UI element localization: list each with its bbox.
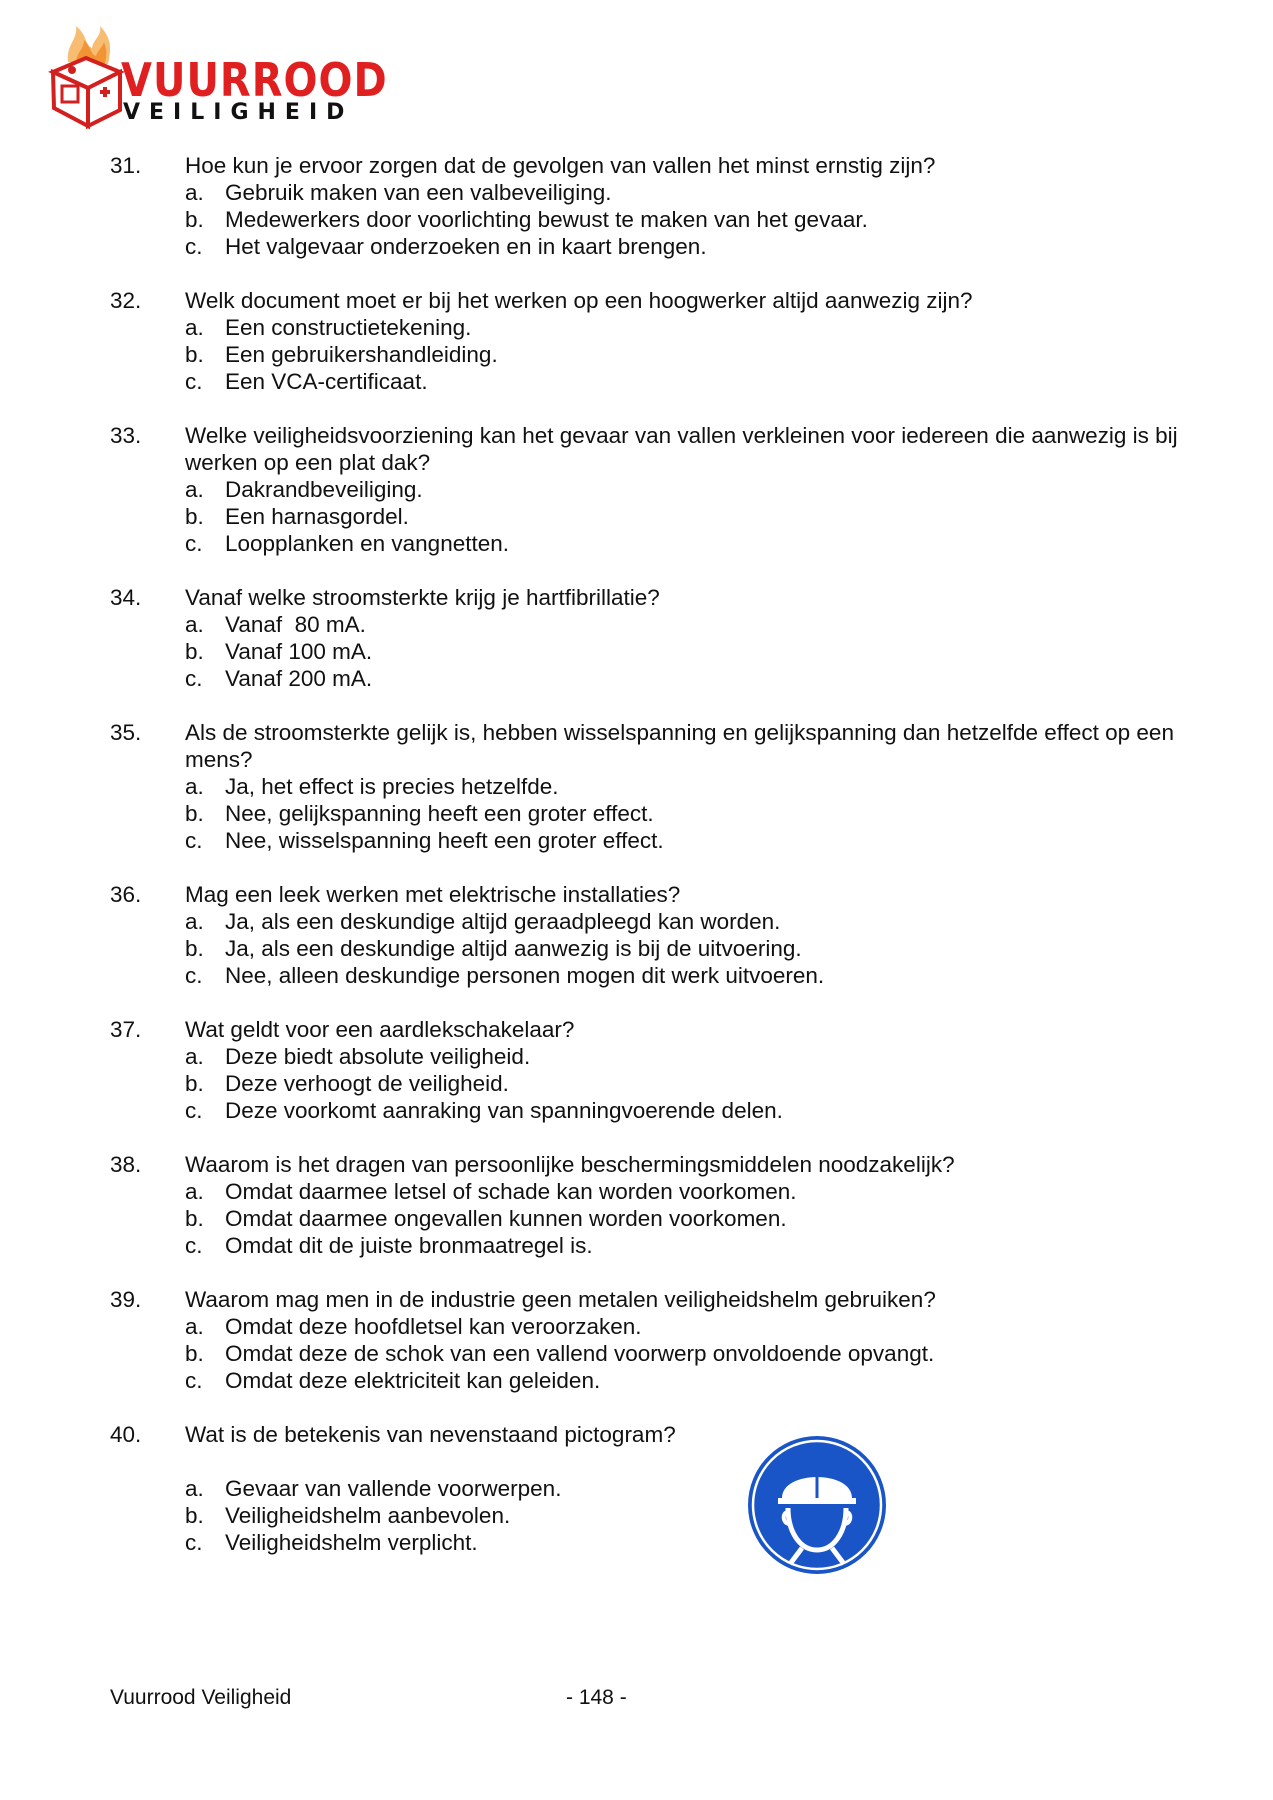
answer-letter: c.: [185, 234, 203, 259]
answer-option: [110, 1205, 1190, 1232]
question-row: [110, 152, 1190, 179]
answer-option: [110, 1043, 1190, 1070]
answer-text: Een harnasgordel.: [225, 504, 409, 529]
safety-helmet-mandatory-icon: [744, 1432, 890, 1578]
answer-text: Omdat daarmee letsel of schade kan worden voorkomen.: [225, 1179, 797, 1204]
answer-letter: a.: [185, 1314, 204, 1339]
answer-option: [110, 233, 1190, 260]
answer-option: [110, 179, 1190, 206]
question-item: [110, 287, 1190, 395]
helmet-pictogram: [744, 1432, 890, 1578]
answer-option: [110, 1070, 1190, 1097]
logo-subtitle: VEILIGHEID: [123, 100, 354, 125]
answer-text: Omdat deze elektriciteit kan geleiden.: [225, 1368, 601, 1393]
answer-text: Een gebruikershandleiding.: [225, 342, 498, 367]
answer-text: Een constructietekening.: [225, 315, 472, 340]
answer-text: Het valgevaar onderzoeken en in kaart brengen.: [225, 234, 707, 259]
question-number: 33.: [110, 423, 142, 448]
question-row: [110, 1151, 1190, 1178]
logo: [48, 22, 388, 132]
question-item: [110, 1151, 1190, 1259]
answer-option: [110, 368, 1190, 395]
answer-option: [110, 800, 1190, 827]
question-row: [110, 1286, 1190, 1313]
question-number: 40.: [110, 1422, 142, 1447]
answer-option: [110, 935, 1190, 962]
answer-option: [110, 1313, 1190, 1340]
question-row: [110, 584, 1190, 611]
answer-text: Omdat daarmee ongevallen kunnen worden voorkomen.: [225, 1206, 787, 1231]
answer-text: Omdat deze hoofdletsel kan veroorzaken.: [225, 1314, 642, 1339]
question-text: Welke veiligheidsvoorziening kan het gevaar van vallen verkleinen voor iedereen die aanwezig is bij werken op een plat dak?: [185, 423, 1178, 475]
question-item: [110, 1016, 1190, 1124]
answer-option: [110, 665, 1190, 692]
answer-letter: b.: [185, 1503, 204, 1528]
answer-letter: b.: [185, 342, 204, 367]
answer-letter: c.: [185, 1368, 203, 1393]
answer-letter: c.: [185, 369, 203, 394]
answer-letter: a.: [185, 774, 204, 799]
question-row: [110, 719, 1190, 773]
answer-text: Een VCA-certificaat.: [225, 369, 428, 394]
answer-text: Ja, als een deskundige altijd aanwezig is bij de uitvoering.: [225, 936, 802, 961]
question-text: Waarom mag men in de industrie geen metalen veiligheidshelm gebruiken?: [185, 1287, 936, 1312]
answer-letter: b.: [185, 1071, 204, 1096]
answer-option: [110, 962, 1190, 989]
answer-letter: c.: [185, 1098, 203, 1123]
answer-letter: b.: [185, 207, 204, 232]
question-text: Vanaf welke stroomsterkte krijg je hartfibrillatie?: [185, 585, 660, 610]
question-number: 37.: [110, 1017, 142, 1042]
answer-text: Deze biedt absolute veiligheid.: [225, 1044, 531, 1069]
question-number: 34.: [110, 585, 142, 610]
question-text: Mag een leek werken met elektrische installaties?: [185, 882, 681, 907]
question-text: Waarom is het dragen van persoonlijke beschermingsmiddelen noodzakelijk?: [185, 1152, 955, 1177]
answer-text: Loopplanken en vangnetten.: [225, 531, 509, 556]
answer-letter: a.: [185, 909, 204, 934]
answer-option: [110, 341, 1190, 368]
question-row: [110, 422, 1190, 476]
question-item: [110, 1421, 1190, 1556]
question-number: 31.: [110, 153, 142, 178]
question-number: 35.: [110, 720, 142, 745]
answer-text: Vanaf 100 mA.: [225, 639, 373, 664]
answer-text: Omdat dit de juiste bronmaatregel is.: [225, 1233, 593, 1258]
answer-text: Veiligheidshelm aanbevolen.: [225, 1503, 511, 1528]
answer-option: [110, 1097, 1190, 1124]
question-text: Wat is de betekenis van nevenstaand pictogram?: [185, 1422, 676, 1447]
answer-option: [110, 1340, 1190, 1367]
question-list: [110, 152, 1190, 1583]
answer-letter: c.: [185, 828, 203, 853]
answer-letter: c.: [185, 531, 203, 556]
answer-text: Ja, het effect is precies hetzelfde.: [225, 774, 559, 799]
answer-text: Nee, gelijkspanning heeft een groter effect.: [225, 801, 654, 826]
answer-option: [110, 314, 1190, 341]
answer-letter: c.: [185, 1530, 203, 1555]
question-number: 39.: [110, 1287, 142, 1312]
answer-letter: a.: [185, 612, 204, 637]
answer-letter: a.: [185, 477, 204, 502]
answer-option: [110, 206, 1190, 233]
answer-text: Vanaf 80 mA.: [225, 612, 366, 637]
answer-option: [110, 530, 1190, 557]
answer-text: Nee, alleen deskundige personen mogen dit werk uitvoeren.: [225, 963, 825, 988]
answer-letter: b.: [185, 1341, 204, 1366]
answer-text: Dakrandbeveiliging.: [225, 477, 423, 502]
answer-text: Nee, wisselspanning heeft een groter effect.: [225, 828, 664, 853]
answer-text: Deze voorkomt aanraking van spanningvoerende delen.: [225, 1098, 783, 1123]
question-number: 32.: [110, 288, 142, 313]
spacer: [110, 1448, 1190, 1475]
answer-option: [110, 1475, 1190, 1502]
answer-option: [110, 827, 1190, 854]
question-text: Wat geldt voor een aardlekschakelaar?: [185, 1017, 575, 1042]
answer-letter: a.: [185, 1179, 204, 1204]
answer-letter: b.: [185, 504, 204, 529]
question-item: [110, 152, 1190, 260]
answer-letter: c.: [185, 963, 203, 988]
logo-title: VUURROOD: [121, 54, 388, 108]
answer-option: [110, 1529, 1190, 1556]
question-number: 38.: [110, 1152, 142, 1177]
fire-cube-icon: [48, 22, 128, 132]
question-row: [110, 881, 1190, 908]
answer-letter: a.: [185, 1476, 204, 1501]
question-row: [110, 1421, 1190, 1448]
answer-text: Medewerkers door voorlichting bewust te maken van het gevaar.: [225, 207, 868, 232]
answer-option: [110, 908, 1190, 935]
question-text: Welk document moet er bij het werken op een hoogwerker altijd aanwezig zijn?: [185, 288, 973, 313]
footer-company: Vuurrood Veiligheid: [110, 1686, 292, 1709]
page-number: - 148 -: [566, 1686, 627, 1709]
answer-letter: b.: [185, 936, 204, 961]
answer-letter: a.: [185, 315, 204, 340]
answer-text: Gebruik maken van een valbeveiliging.: [225, 180, 612, 205]
question-row: [110, 1016, 1190, 1043]
answer-letter: b.: [185, 801, 204, 826]
answer-text: Vanaf 200 mA.: [225, 666, 373, 691]
question-item: [110, 719, 1190, 854]
answer-option: [110, 1232, 1190, 1259]
question-item: [110, 584, 1190, 692]
answer-option: [110, 503, 1190, 530]
answer-option: [110, 1502, 1190, 1529]
answer-letter: b.: [185, 1206, 204, 1231]
answer-text: Ja, als een deskundige altijd geraadpleegd kan worden.: [225, 909, 781, 934]
answer-text: Deze verhoogt de veiligheid.: [225, 1071, 509, 1096]
question-number: 36.: [110, 882, 142, 907]
question-text: Hoe kun je ervoor zorgen dat de gevolgen van vallen het minst ernstig zijn?: [185, 153, 936, 178]
answer-letter: c.: [185, 666, 203, 691]
answer-letter: a.: [185, 180, 204, 205]
answer-text: Gevaar van vallende voorwerpen.: [225, 1476, 562, 1501]
answer-letter: c.: [185, 1233, 203, 1258]
question-item: [110, 1286, 1190, 1394]
question-item: [110, 422, 1190, 557]
question-item: [110, 881, 1190, 989]
question-text: Als de stroomsterkte gelijk is, hebben wisselspanning en gelijkspanning dan hetzelfde effect op een mens?: [185, 720, 1174, 772]
answer-option: [110, 1178, 1190, 1205]
answer-text: Veiligheidshelm verplicht.: [225, 1530, 478, 1555]
answer-option: [110, 611, 1190, 638]
answer-option: [110, 476, 1190, 503]
answer-letter: b.: [185, 639, 204, 664]
answer-letter: a.: [185, 1044, 204, 1069]
answer-option: [110, 1367, 1190, 1394]
answer-option: [110, 773, 1190, 800]
answer-option: [110, 638, 1190, 665]
question-row: [110, 287, 1190, 314]
answer-text: Omdat deze de schok van een vallend voorwerp onvoldoende opvangt.: [225, 1341, 935, 1366]
